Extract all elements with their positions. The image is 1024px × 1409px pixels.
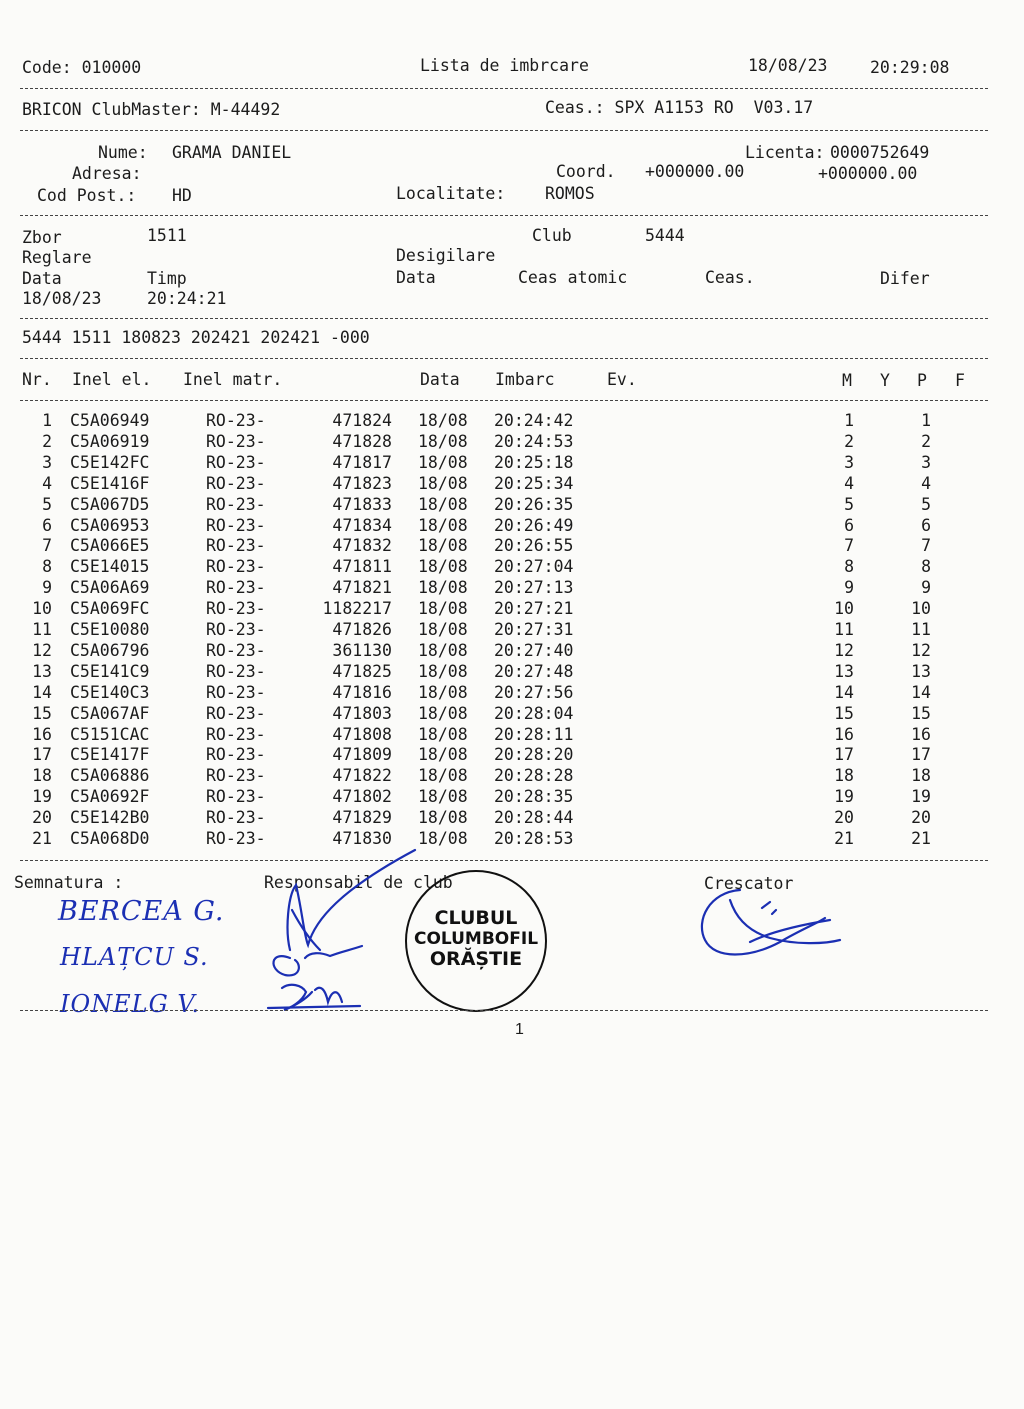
coord-value-2: +000000.00	[818, 164, 918, 183]
cell-inel-matr: 1182217	[322, 599, 392, 619]
cell-data: 18/08	[418, 661, 468, 681]
cell-p: 12	[911, 640, 931, 660]
cell-inel-matr: 361130	[332, 640, 392, 660]
difer-label: Difer	[880, 269, 930, 288]
header-date: 18/08/23	[748, 56, 828, 75]
cell-inel-el: C5E1417F	[70, 745, 150, 765]
cell-inel-matr: 471803	[332, 703, 392, 723]
cell-inel-el: C5A06949	[70, 411, 150, 430]
cell-nr: 15	[32, 703, 52, 723]
column-header: Nr.	[22, 370, 52, 389]
cell-imbarc: 20:27:13	[494, 578, 574, 598]
header-time: 20:29:08	[870, 58, 950, 77]
cell-m: 14	[834, 682, 854, 702]
cell-inel-el: C5E140C3	[70, 682, 150, 702]
cell-imbarc: 20:28:11	[494, 724, 574, 744]
cell-inel-el: C5E1416F	[70, 473, 150, 493]
table-row	[0, 431, 1000, 455]
cell-inel-el: C5E142B0	[70, 808, 150, 828]
owner-name: GRAMA DANIEL	[172, 143, 292, 162]
club-label: Club	[532, 226, 572, 245]
cell-p: 3	[921, 452, 931, 472]
cell-m: 19	[834, 787, 854, 807]
table-row	[0, 559, 1000, 580]
reglare-label: Reglare	[22, 248, 92, 267]
cell-inel-matr: 471817	[332, 452, 392, 472]
cell-prefix: RO-23-	[206, 766, 266, 786]
responsabil-label: Responsabil de club	[264, 873, 453, 892]
ceas-label: Ceas.	[705, 268, 755, 287]
cell-data: 18/08	[418, 599, 468, 619]
zbor-label: Zbor	[22, 228, 62, 247]
cell-nr: 21	[32, 829, 52, 848]
postcode: HD	[172, 186, 192, 205]
cell-nr: 10	[32, 599, 52, 619]
cell-p: 14	[911, 682, 931, 702]
cell-data: 18/08	[418, 411, 468, 430]
stamp-line: COLUMBOFIL	[413, 928, 539, 949]
cell-data: 18/08	[418, 829, 468, 848]
divider	[20, 860, 988, 861]
cell-m: 10	[834, 599, 854, 619]
cell-data: 18/08	[418, 703, 468, 723]
cell-imbarc: 20:25:18	[494, 452, 574, 472]
cell-prefix: RO-23-	[206, 599, 266, 619]
page-number: 1	[515, 1021, 524, 1038]
cell-nr: 12	[32, 640, 52, 660]
cell-inel-el: C5E14015	[70, 557, 150, 577]
cell-inel-el: C5A06919	[70, 431, 150, 451]
cell-imbarc: 20:28:44	[494, 808, 574, 828]
locality-label: Localitate:	[396, 184, 506, 203]
cell-prefix: RO-23-	[206, 557, 266, 577]
cell-prefix: RO-23-	[206, 473, 266, 493]
cell-p: 1	[921, 411, 931, 430]
cell-p: 17	[911, 745, 931, 765]
cell-m: 16	[834, 724, 854, 744]
cell-m: 2	[844, 431, 854, 451]
license-label: Licenta:	[745, 143, 825, 162]
table-row	[0, 452, 1000, 476]
cell-prefix: RO-23-	[206, 411, 266, 430]
cell-data: 18/08	[418, 536, 468, 556]
cell-prefix: RO-23-	[206, 536, 266, 556]
club-stamp	[405, 870, 547, 1012]
cell-p: 10	[911, 599, 931, 619]
cell-inel-matr: 471808	[332, 724, 392, 744]
cell-inel-el: C5E141C9	[70, 661, 150, 681]
table-row	[0, 661, 1000, 685]
cell-inel-matr: 471829	[332, 808, 392, 828]
column-header: Data	[420, 370, 460, 389]
cell-imbarc: 20:28:35	[494, 787, 574, 807]
cell-data: 18/08	[418, 808, 468, 828]
cell-imbarc: 20:24:42	[494, 411, 574, 430]
cell-p: 2	[921, 431, 931, 451]
cell-m: 7	[844, 536, 854, 556]
cell-nr: 7	[42, 536, 52, 556]
cell-p: 5	[921, 494, 931, 514]
cell-data: 18/08	[418, 787, 468, 807]
column-header: F	[955, 371, 965, 390]
table-row	[0, 413, 1000, 434]
table-row	[0, 494, 1000, 518]
desigilare-label: Desigilare	[396, 246, 496, 265]
cell-m: 1	[844, 411, 854, 430]
table-row	[0, 831, 1000, 852]
table-row	[0, 640, 1000, 664]
cell-imbarc: 20:26:49	[494, 515, 574, 535]
column-header: Ev.	[607, 370, 637, 389]
club-number: 5444	[645, 226, 685, 245]
cell-inel-matr: 471821	[332, 578, 392, 598]
cell-data: 18/08	[418, 431, 468, 451]
desigilare-data-label: Data	[396, 268, 436, 287]
coord-value-1: +000000.00	[645, 162, 745, 181]
divider	[20, 358, 988, 359]
locality: ROMOS	[545, 184, 595, 203]
reglare-time: 20:24:21	[147, 289, 227, 308]
cell-data: 18/08	[418, 578, 468, 598]
cell-nr: 3	[42, 452, 52, 472]
table-row	[0, 473, 1000, 497]
cell-nr: 14	[32, 682, 52, 702]
reglare-date: 18/08/23	[22, 289, 102, 308]
data-label: Data	[22, 269, 62, 288]
coord-label: Coord.	[556, 162, 616, 181]
cell-prefix: RO-23-	[206, 661, 266, 681]
postcode-label: Cod Post.:	[37, 186, 137, 205]
cell-m: 12	[834, 640, 854, 660]
column-header: Inel matr.	[183, 370, 283, 389]
cell-nr: 8	[42, 557, 52, 577]
cell-data: 18/08	[418, 557, 468, 577]
cell-data: 18/08	[418, 682, 468, 702]
cell-inel-matr: 471832	[332, 536, 392, 556]
column-header: Y	[880, 371, 890, 390]
cell-p: 19	[911, 787, 931, 807]
cell-data: 18/08	[418, 494, 468, 514]
cell-inel-el: C5A06796	[70, 640, 150, 660]
table-row	[0, 703, 1000, 727]
cell-prefix: RO-23-	[206, 682, 266, 702]
semnatura-label: Semnatura :	[14, 873, 124, 892]
cell-p: 4	[921, 473, 931, 493]
cell-inel-matr: 471809	[332, 745, 392, 765]
cell-prefix: RO-23-	[206, 640, 266, 660]
cell-imbarc: 20:26:55	[494, 536, 574, 556]
cell-m: 18	[834, 766, 854, 786]
name-label: Nume:	[98, 143, 148, 162]
cell-imbarc: 20:27:40	[494, 640, 574, 660]
cell-nr: 20	[32, 808, 52, 828]
cell-inel-el: C5A06886	[70, 766, 150, 786]
cell-inel-matr: 471824	[332, 411, 392, 430]
cell-nr: 9	[42, 578, 52, 598]
cell-data: 18/08	[418, 473, 468, 493]
cell-imbarc: 20:27:04	[494, 557, 574, 577]
code-label: Code: 010000	[22, 58, 142, 77]
cell-inel-matr: 471828	[332, 431, 392, 451]
cell-prefix: RO-23-	[206, 452, 266, 472]
cell-p: 8	[921, 557, 931, 577]
club-responsible-signature	[250, 840, 430, 1030]
handwritten-signature-name: HLAȚCU S.	[60, 943, 209, 971]
cell-m: 13	[834, 661, 854, 681]
cell-m: 15	[834, 703, 854, 723]
table-row	[0, 768, 1000, 789]
cell-nr: 18	[32, 766, 52, 786]
cell-p: 20	[911, 808, 931, 828]
page-title: Lista de imbrcare	[420, 56, 589, 75]
cell-nr: 1	[42, 411, 52, 430]
cell-inel-el: C5A067AF	[70, 703, 150, 723]
cell-m: 17	[834, 745, 854, 765]
cell-p: 9	[921, 578, 931, 598]
table-row	[0, 724, 1000, 748]
cell-inel-matr: 471826	[332, 620, 392, 639]
cell-inel-matr: 471833	[332, 494, 392, 514]
zbor-number: 1511	[147, 226, 187, 245]
table-row	[0, 601, 1000, 622]
cell-imbarc: 20:27:21	[494, 599, 574, 619]
cell-p: 11	[911, 620, 931, 639]
divider	[20, 88, 988, 89]
cell-imbarc: 20:28:28	[494, 766, 574, 786]
cell-prefix: RO-23-	[206, 724, 266, 744]
cell-imbarc: 20:28:04	[494, 703, 574, 723]
cell-nr: 19	[32, 787, 52, 807]
cell-m: 6	[844, 515, 854, 535]
cell-imbarc: 20:26:35	[494, 494, 574, 514]
table-row	[0, 622, 1000, 643]
cell-nr: 16	[32, 724, 52, 744]
cell-data: 18/08	[418, 724, 468, 744]
cell-p: 6	[921, 515, 931, 535]
cell-imbarc: 20:28:53	[494, 829, 574, 848]
cell-imbarc: 20:28:20	[494, 745, 574, 765]
cell-p: 7	[921, 536, 931, 556]
cell-inel-el: C5A066E5	[70, 536, 150, 556]
cell-imbarc: 20:27:31	[494, 620, 574, 639]
cell-inel-el: C5151CAC	[70, 724, 150, 744]
crescator-label: Crescator	[704, 874, 794, 893]
cell-m: 4	[844, 473, 854, 493]
cell-data: 18/08	[418, 620, 468, 639]
cell-prefix: RO-23-	[206, 745, 266, 765]
cell-inel-el: C5E142FC	[70, 452, 150, 472]
cell-nr: 13	[32, 661, 52, 681]
cell-prefix: RO-23-	[206, 620, 266, 639]
cell-inel-el: C5A06953	[70, 515, 150, 535]
cell-prefix: RO-23-	[206, 578, 266, 598]
stamp-line: CLUBUL	[434, 907, 518, 929]
cell-prefix: RO-23-	[206, 431, 266, 451]
cell-nr: 4	[42, 473, 52, 493]
cell-inel-matr: 471811	[332, 557, 392, 577]
flight-code-line: 5444 1511 180823 202421 202421 -000	[22, 328, 370, 347]
cell-nr: 2	[42, 431, 52, 451]
stamp-line: ORĂȘTIE	[429, 948, 523, 971]
cell-data: 18/08	[418, 515, 468, 535]
cell-nr: 17	[32, 745, 52, 765]
divider	[20, 400, 988, 401]
cell-m: 20	[834, 808, 854, 828]
cell-inel-matr: 471816	[332, 682, 392, 702]
license-number: 0000752649	[830, 143, 930, 162]
cell-m: 11	[834, 620, 854, 639]
handwritten-signature-name: BERCEA G.	[58, 896, 225, 927]
cell-m: 3	[844, 452, 854, 472]
column-header: M	[842, 371, 852, 390]
cell-p: 15	[911, 703, 931, 723]
cell-inel-el: C5A06A69	[70, 578, 150, 598]
cell-prefix: RO-23-	[206, 515, 266, 535]
cell-inel-el: C5E10080	[70, 620, 150, 639]
cell-nr: 6	[42, 515, 52, 535]
cell-prefix: RO-23-	[206, 808, 266, 828]
table-row	[0, 515, 1000, 539]
divider	[20, 1010, 988, 1011]
table-row	[0, 538, 1000, 559]
cell-inel-matr: 471834	[332, 515, 392, 535]
divider	[20, 130, 988, 131]
cell-p: 21	[911, 829, 931, 848]
cell-nr: 5	[42, 494, 52, 514]
cell-m: 9	[844, 578, 854, 598]
cell-prefix: RO-23-	[206, 703, 266, 723]
cell-p: 18	[911, 766, 931, 786]
cell-inel-matr: 471822	[332, 766, 392, 786]
column-header: Inel el.	[72, 370, 152, 389]
table-row	[0, 810, 1000, 831]
cell-inel-matr: 471802	[332, 787, 392, 807]
cell-nr: 11	[32, 620, 52, 639]
timp-label: Timp	[147, 269, 187, 288]
clock-info: Ceas.: SPX A1153 RO V03.17	[545, 98, 814, 117]
cell-imbarc: 20:25:34	[494, 473, 574, 493]
cell-m: 8	[844, 557, 854, 577]
cell-data: 18/08	[418, 640, 468, 660]
cell-imbarc: 20:27:56	[494, 682, 574, 702]
cell-p: 13	[911, 661, 931, 681]
cell-imbarc: 20:24:53	[494, 431, 574, 451]
divider	[20, 318, 988, 319]
cell-m: 5	[844, 494, 854, 514]
cell-inel-el: C5A0692F	[70, 787, 150, 807]
table-row	[0, 747, 1000, 768]
cell-inel-matr: 471830	[332, 829, 392, 848]
cell-m: 21	[834, 829, 854, 848]
cell-inel-el: C5A067D5	[70, 494, 150, 514]
cell-inel-el: C5A068D0	[70, 829, 150, 848]
cell-p: 16	[911, 724, 931, 744]
breeder-signature	[690, 880, 850, 980]
ceas-atomic-label: Ceas atomic	[518, 268, 628, 287]
cell-prefix: RO-23-	[206, 494, 266, 514]
column-header: P	[917, 371, 927, 390]
column-header: Imbarc	[495, 370, 555, 389]
table-row	[0, 789, 1000, 810]
divider	[20, 215, 988, 216]
cell-prefix: RO-23-	[206, 787, 266, 807]
cell-inel-matr: 471825	[332, 661, 392, 681]
clubmaster-id: BRICON ClubMaster: M-44492	[22, 100, 281, 119]
address-label: Adresa:	[72, 164, 142, 183]
cell-inel-el: C5A069FC	[70, 599, 150, 619]
table-row	[0, 682, 1000, 706]
cell-data: 18/08	[418, 452, 468, 472]
cell-data: 18/08	[418, 745, 468, 765]
cell-inel-matr: 471823	[332, 473, 392, 493]
table-row	[0, 580, 1000, 601]
handwritten-signature-name: IONELG V.	[60, 990, 201, 1018]
cell-imbarc: 20:27:48	[494, 661, 574, 681]
cell-prefix: RO-23-	[206, 829, 266, 848]
cell-data: 18/08	[418, 766, 468, 786]
